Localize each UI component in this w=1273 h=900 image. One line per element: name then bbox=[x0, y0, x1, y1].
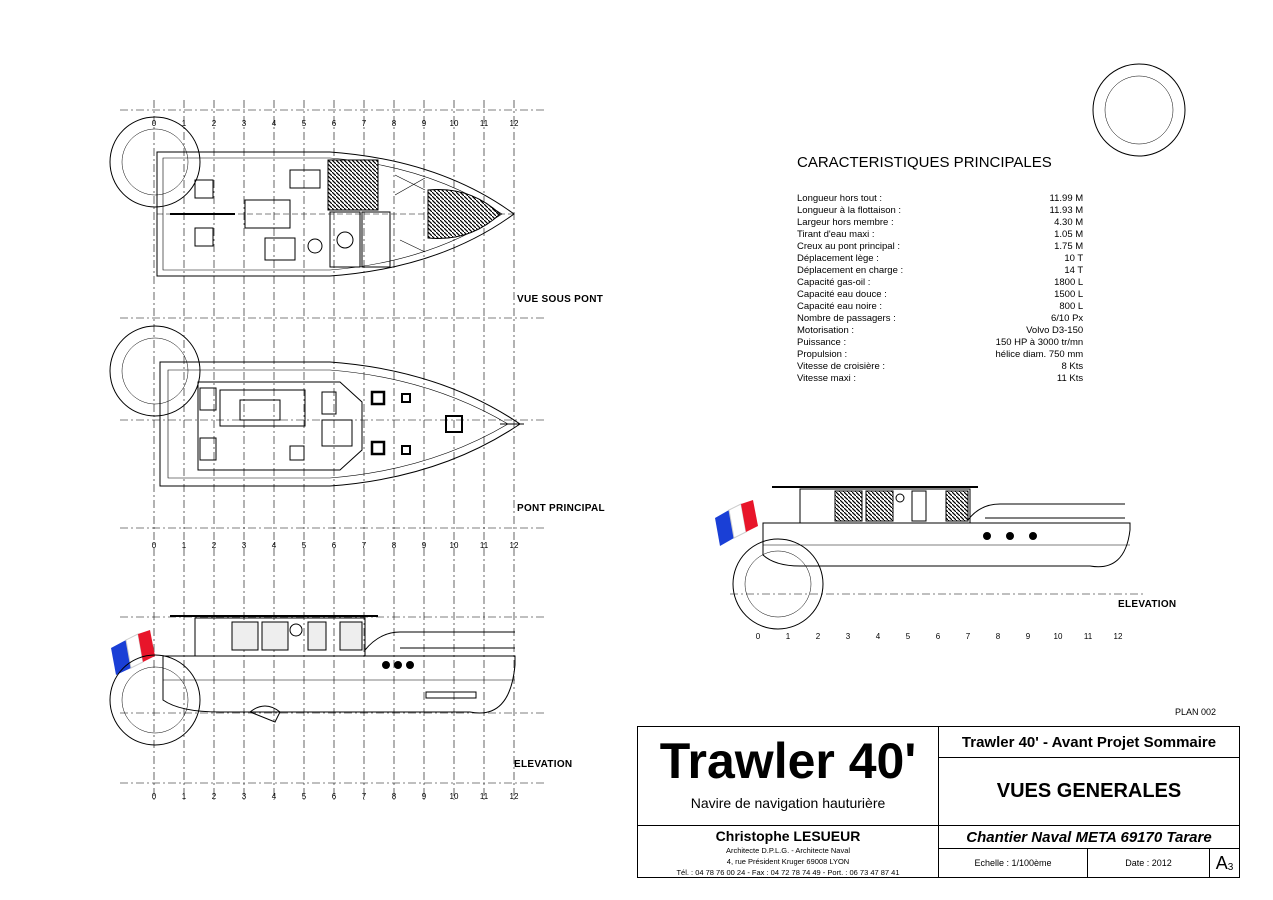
scale-tick-label: 3 bbox=[241, 541, 247, 550]
spec-row bbox=[797, 253, 1083, 265]
spec-value: 1.75 M bbox=[1054, 241, 1084, 252]
spec-row bbox=[797, 241, 1083, 253]
spec-row bbox=[797, 325, 1083, 337]
spec-value: 6/10 Px bbox=[1050, 313, 1084, 324]
project-name: Trawler 40' - Avant Projet Sommaire bbox=[938, 726, 1240, 758]
architect-name: Christophe LESUEUR bbox=[715, 828, 861, 844]
spec-key: Déplacement en charge : bbox=[797, 265, 904, 276]
view-label-elevation: ELEVATION bbox=[514, 759, 573, 770]
scale-tick-label: 4 bbox=[271, 792, 277, 801]
scale-tick-label: 6 bbox=[331, 119, 337, 128]
scale-tick-label: 7 bbox=[361, 541, 367, 550]
scale-tick-label: 9 bbox=[421, 541, 427, 550]
elevation-view bbox=[163, 616, 515, 722]
spec-value: 11.99 M bbox=[1049, 193, 1084, 204]
scale-tick-label-small: 11 bbox=[1083, 632, 1093, 641]
scale-tick-label-small: 12 bbox=[1113, 632, 1123, 641]
scale-tick-label: 11 bbox=[479, 792, 489, 801]
scale-tick-label: 11 bbox=[479, 119, 489, 128]
spec-value: 150 HP à 3000 tr/mn bbox=[995, 337, 1084, 348]
spec-row bbox=[797, 205, 1083, 217]
scale-tick-label: 4 bbox=[271, 119, 277, 128]
spec-key: Capacité gas-oil : bbox=[797, 277, 871, 288]
spec-key: Déplacement lège : bbox=[797, 253, 879, 264]
spec-key: Capacité eau douce : bbox=[797, 289, 887, 300]
scale-tick-label: 9 bbox=[421, 792, 427, 801]
scale-tick-label-small: 6 bbox=[935, 632, 941, 641]
spec-row bbox=[797, 265, 1083, 277]
scale-tick-label-small: 4 bbox=[875, 632, 881, 641]
spec-value: 1800 L bbox=[1054, 277, 1084, 288]
architect-title: Architecte D.P.L.G. - Architecte Naval bbox=[725, 846, 851, 855]
architect-phones: Tél. : 04 78 76 00 24 - Fax : 04 72 78 74 49 - Port. : 06 73 47 87 41 bbox=[676, 868, 900, 877]
scale-tick-label: 8 bbox=[391, 119, 397, 128]
scale-tick-label: 5 bbox=[301, 541, 307, 550]
spec-key: Longueur hors tout : bbox=[797, 193, 883, 204]
scale-tick-label: 8 bbox=[391, 541, 397, 550]
scale-tick-label: 10 bbox=[449, 119, 459, 128]
elevation-view-small bbox=[730, 487, 1145, 594]
date-text: Date : 2012 bbox=[1087, 848, 1210, 878]
spec-value: 1.05 M bbox=[1054, 229, 1084, 240]
scale-tick-label: 2 bbox=[211, 541, 217, 550]
scale-tick-label: 11 bbox=[479, 541, 489, 550]
spec-value: 14 T bbox=[1064, 265, 1084, 276]
architect-address: 4, rue Président Kruger 69008 LYON bbox=[726, 857, 850, 866]
scale-tick-label: 2 bbox=[211, 119, 217, 128]
scale-tick-label: 10 bbox=[449, 792, 459, 801]
spec-value: 11.93 M bbox=[1049, 205, 1084, 216]
scale-tick-label: 1 bbox=[181, 541, 187, 550]
spec-key: Creux au pont principal : bbox=[797, 241, 900, 252]
scale-tick-label-small: 5 bbox=[905, 632, 911, 641]
scale-tick-label: 4 bbox=[271, 541, 277, 550]
spec-row bbox=[797, 289, 1083, 301]
deck-view-hull bbox=[160, 362, 524, 486]
spec-value: 11 Kts bbox=[1056, 373, 1084, 384]
plan-number: PLAN 002 bbox=[1175, 707, 1217, 717]
spec-row bbox=[797, 337, 1083, 349]
scale-tick-label-small: 2 bbox=[815, 632, 821, 641]
format-box bbox=[1209, 848, 1240, 878]
spec-value: hélice diam. 750 mm bbox=[995, 349, 1084, 360]
scale-tick-label: 9 bbox=[421, 119, 427, 128]
title-block-main bbox=[637, 726, 939, 826]
scale-tick-label-small: 10 bbox=[1053, 632, 1063, 641]
scale-tick-label-small: 7 bbox=[965, 632, 971, 641]
view-label-deck: PONT PRINCIPAL bbox=[517, 503, 605, 514]
spec-value: 10 T bbox=[1064, 253, 1084, 264]
shipyard: Chantier Naval META 69170 Tarare bbox=[938, 825, 1240, 849]
spec-row bbox=[797, 229, 1083, 241]
scale-tick-label: 1 bbox=[181, 792, 187, 801]
spec-key: Propulsion : bbox=[797, 349, 848, 360]
sheet-title: VUES GENERALES bbox=[938, 757, 1240, 826]
spec-value: 8 Kts bbox=[1061, 361, 1084, 372]
scale-tick-label-small: 8 bbox=[995, 632, 1001, 641]
spec-row bbox=[797, 301, 1083, 313]
format-letter: A bbox=[1215, 852, 1228, 873]
spec-key: Largeur hors membre : bbox=[797, 217, 894, 228]
scale-tick-label: 0 bbox=[151, 792, 157, 801]
scale-text: Echelle : 1/100ème bbox=[938, 848, 1088, 878]
french-flag-icon-2 bbox=[715, 500, 758, 546]
scale-tick-label: 12 bbox=[509, 119, 519, 128]
spec-key: Motorisation : bbox=[797, 325, 855, 336]
scale-tick-label: 8 bbox=[391, 792, 397, 801]
scale-tick-label: 6 bbox=[331, 792, 337, 801]
scale-tick-label: 3 bbox=[241, 119, 247, 128]
scale-tick-label-small: 9 bbox=[1025, 632, 1031, 641]
scale-tick-label: 0 bbox=[151, 541, 157, 550]
spec-key: Vitesse maxi : bbox=[797, 373, 856, 384]
scale-tick-label-small: 0 bbox=[755, 632, 761, 641]
spec-value: 1500 L bbox=[1054, 289, 1084, 300]
scale-tick-label: 12 bbox=[509, 792, 519, 801]
spec-row bbox=[797, 193, 1083, 205]
spec-row bbox=[797, 277, 1083, 289]
scale-tick-label-small: 1 bbox=[785, 632, 791, 641]
spec-key: Puissance : bbox=[797, 337, 847, 348]
scale-tick-label: 7 bbox=[361, 792, 367, 801]
spec-row bbox=[797, 313, 1083, 325]
specs-table bbox=[797, 193, 1083, 385]
spec-key: Vitesse de croisière : bbox=[797, 361, 886, 372]
spec-key: Longueur à la flottaison : bbox=[797, 205, 902, 216]
scale-tick-label: 1 bbox=[181, 119, 187, 128]
spec-value: 4.30 M bbox=[1054, 217, 1084, 228]
scale-tick-label: 7 bbox=[361, 119, 367, 128]
scale-tick-label: 3 bbox=[241, 792, 247, 801]
view-label-elevation-small: ELEVATION bbox=[1118, 599, 1177, 610]
spec-row bbox=[797, 349, 1083, 361]
spec-key: Tirant d'eau maxi : bbox=[797, 229, 875, 240]
scale-tick-label: 5 bbox=[301, 119, 307, 128]
spec-key: Nombre de passagers : bbox=[797, 313, 896, 324]
scale-tick-label: 5 bbox=[301, 792, 307, 801]
specs-title: CARACTERISTIQUES PRINCIPALES bbox=[797, 154, 1052, 171]
french-flag-icon bbox=[111, 630, 155, 675]
scale-tick-label: 10 bbox=[449, 541, 459, 550]
scale-tick-label: 0 bbox=[151, 119, 157, 128]
scale-tick-label-small: 3 bbox=[845, 632, 851, 641]
scale-tick-label: 2 bbox=[211, 792, 217, 801]
spec-row bbox=[797, 373, 1083, 385]
top-view-hull bbox=[157, 152, 514, 276]
main-title: Trawler 40' bbox=[659, 733, 917, 789]
view-label-top: VUE SOUS PONT bbox=[517, 294, 604, 305]
format-number: 3 bbox=[1227, 861, 1234, 873]
spec-row bbox=[797, 217, 1083, 229]
subtitle: Navire de navigation hauturière bbox=[690, 795, 886, 811]
scale-tick-label: 12 bbox=[509, 541, 519, 550]
spec-value: Volvo D3-150 bbox=[1026, 325, 1084, 336]
spec-key: Capacité eau noire : bbox=[797, 301, 883, 312]
spec-row bbox=[797, 361, 1083, 373]
architect-block bbox=[637, 825, 939, 878]
scale-tick-label: 6 bbox=[331, 541, 337, 550]
spec-value: 800 L bbox=[1059, 301, 1084, 312]
